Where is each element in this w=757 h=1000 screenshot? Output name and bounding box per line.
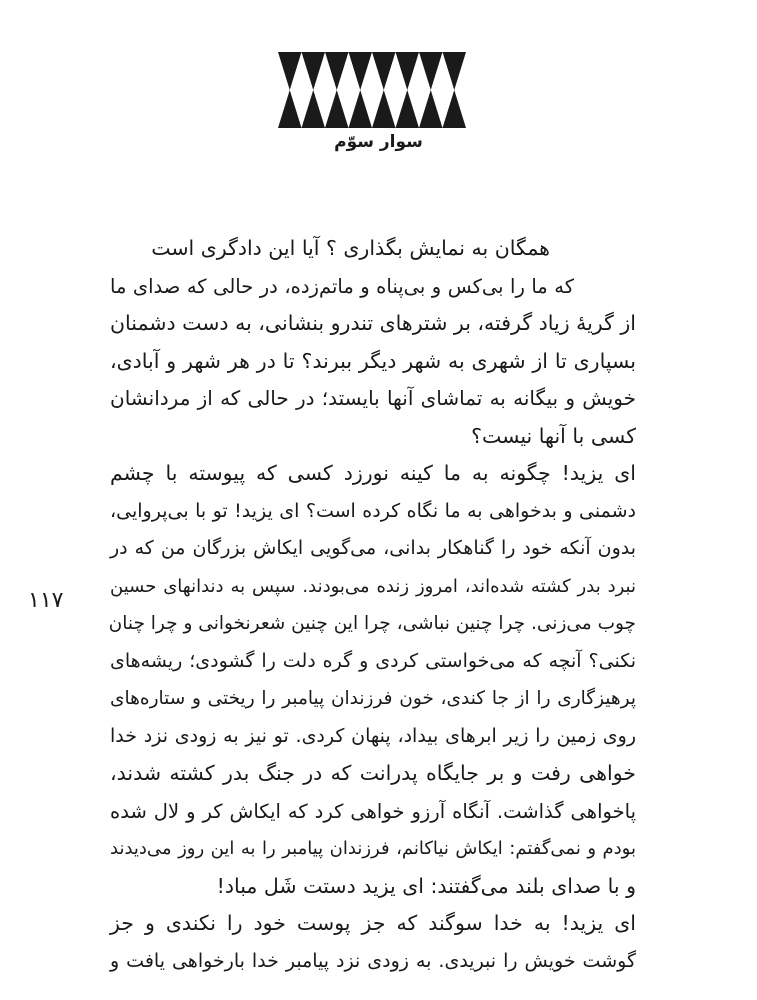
- body-text: [110, 230, 636, 980]
- text-line: نکنی؟ آنچه که می‌خواستی کردی و گره دلت را گشودی؛ ریشه‌های: [110, 649, 636, 672]
- text-line: پرهیزگاری را از جا کندی، خون فرزندان پیامبر را ریختی و ستاره‌های: [110, 688, 636, 709]
- triangle-ornament-icon: [278, 52, 466, 128]
- text-line: بسپاری تا از شهری به شهر دیگر ببرند؟ تا در هر شهر و آبادی،: [110, 348, 636, 373]
- text-line: روی زمین را زیر ابرهای بیداد، پنهان کردی. تو نیز به زودی نزد خدا: [110, 724, 636, 747]
- text-line: دشمنی و بدخواهی به ما نگاه کرده است؟ ای یزید! تو با بی‌پروایی،: [110, 499, 636, 522]
- chapter-title: سوار سوّم: [334, 132, 423, 152]
- text-line: نبرد بدر کشته شده‌اند، امروز زنده می‌بودند. سپس به دندانهای حسین: [110, 575, 636, 597]
- text-line: چوب می‌زنی. چرا چنین نباشی، چرا این چنین شعرنخوانی و چرا چنان: [108, 613, 636, 634]
- text-line: بدون آنکه خود را گناهکار بدانی، می‌گویی ایکاش بزرگان من که در: [110, 537, 636, 559]
- text-line: بودم و نمی‌گفتم: ایکاش نیاکانم، فرزندان پیامبر را به این روز می‌دیدند: [110, 838, 636, 859]
- text-line: خواهی رفت و بر جایگاه پدرانت که در جنگ بدر کشته شدند،: [110, 761, 636, 785]
- text-line: از گریهٔ زیاد گرفته، بر شترهای تندرو بنشانی، به دست دشمنان: [109, 311, 636, 335]
- text-line: همگان به نمایش بگذاری ؟ آیا این دادگری است: [151, 236, 550, 260]
- text-line: و با صدای بلند می‌گفتند: ای یزید دستت شَل مباد!: [216, 873, 636, 898]
- page-number: ۱۱۷: [28, 588, 64, 613]
- text-line: خویش و بیگانه به تماشای آنها بایستد؛ در حالی که از مردانشان: [110, 386, 636, 410]
- text-line: که ما را بی‌کس و بی‌پناه و ماتم‌زده، در حالی که صدای ما: [110, 274, 574, 298]
- text-line: گوشت خویش را نبریدی. به زودی نزد پیامبر خدا بارخواهی یافت و: [110, 949, 636, 972]
- text-line: پاخواهی گذاشت. آنگاه آرزو خواهی کرد که ایکاش کر و لال شده: [110, 799, 636, 823]
- text-line: ای یزید! چگونه به ما کینه نورزد کسی که پیوسته با چشم: [110, 461, 636, 485]
- text-line: کسی با آنها نیست؟: [471, 423, 636, 448]
- text-line: ای یزید! به خدا سوگند که جز پوست خود را نکندی و جز: [110, 911, 636, 935]
